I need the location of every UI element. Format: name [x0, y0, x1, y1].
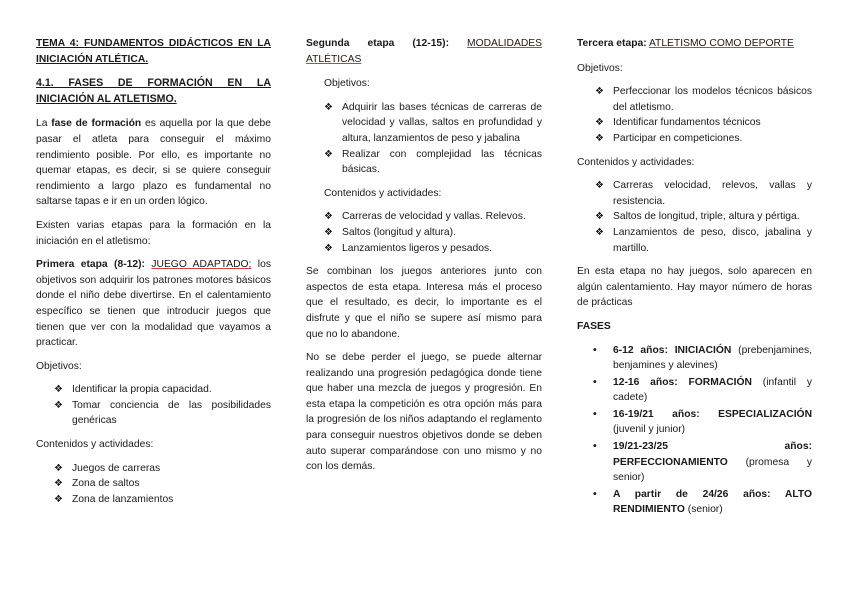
contents-list [306, 209, 542, 256]
list-item-text: Identificar la propia capacidad. [72, 384, 212, 396]
phase-item [577, 343, 812, 374]
list-item [306, 209, 542, 225]
phase-name: 12-16 años: FORMACIÓN [613, 376, 752, 388]
phase-detail: (infantil y cadete) [613, 376, 812, 404]
contents-list [36, 461, 271, 508]
intro-lead: La [36, 118, 52, 130]
list-item-text: Saltos (longitud y altura). [342, 226, 456, 238]
diamond-bullet-icon: ❖ [324, 101, 333, 113]
list-item-text: Saltos de longitud, triple, altura y pértiga. [613, 211, 800, 223]
list-item [36, 382, 271, 398]
contents-label: Contenidos y actividades: [324, 187, 442, 199]
phase-detail: (promesa y senior) [613, 456, 812, 484]
phase-item [577, 439, 812, 486]
stage2-label: Segunda etapa (12-15): [306, 38, 450, 49]
diamond-bullet-icon: ❖ [54, 462, 63, 474]
list-item-text: Lanzamientos ligeros y pesados. [342, 242, 492, 254]
list-item [306, 225, 542, 241]
diamond-bullet-icon: ❖ [324, 242, 333, 254]
stage2-name: MODALIDADES ATLÉTICAS [306, 38, 542, 65]
bullet-icon: • [593, 344, 597, 356]
diamond-bullet-icon: ❖ [595, 132, 604, 144]
list-item-text: Identificar fundamentos técnicos [613, 117, 761, 129]
column-1 [36, 36, 271, 515]
diamond-bullet-icon: ❖ [54, 399, 63, 411]
list-item-text: Juegos de carreras [72, 462, 161, 474]
diamond-bullet-icon: ❖ [595, 226, 604, 238]
phases-list [577, 343, 812, 519]
list-item-text: Tomar conciencia de las posibilidades genéricas [72, 399, 271, 427]
phases-title: FASES [577, 320, 611, 332]
list-item [577, 225, 812, 256]
diamond-bullet-icon: ❖ [54, 493, 63, 505]
diamond-bullet-icon: ❖ [324, 211, 333, 223]
phase-item [577, 487, 812, 518]
diamond-bullet-icon: ❖ [324, 226, 333, 238]
list-item-text: Perfeccionar los modelos técnicos básicos del atletismo. [613, 86, 812, 113]
page-title: TEMA 4: FUNDAMENTOS DIDÁCTICOS EN LA INICIACIÓN ATLÉTICA. [36, 38, 271, 65]
contents-label: Contenidos y actividades: [36, 439, 154, 451]
list-item-text: Adquirir las bases técnicas de carreras de velocidad y vallas, saltos en profundidad y altura, lanzamientos de peso y jabalina [342, 101, 542, 144]
progression-paragraph: No se debe perder el juego, se puede alternar realizando una progresión pedagógica donde tiene que haber una mezcla de juegos y progresión. En esta etapa la competición es otra opción más para la progresión de los niños adaptando el reglamento para conseguir nuestros objetivos donde se deben auto superar comparándose con uno mismo y no con los demás. [306, 352, 542, 473]
column-2 [306, 36, 542, 483]
list-item-text: Participar en competiciones. [613, 132, 743, 144]
stage3-name: ATLETISMO COMO DEPORTE [648, 38, 794, 49]
list-item [577, 115, 812, 131]
stage3-label: Tercera etapa: [577, 38, 647, 49]
diamond-bullet-icon: ❖ [595, 117, 604, 129]
phase-name: 19/21-23/25 años: PERFECCIONAMIENTO [613, 441, 812, 468]
intro-paragraph [36, 116, 271, 210]
phase-name: 6-12 años: INICIACIÓN [613, 344, 732, 356]
list-item-text: Carreras de velocidad y vallas. Relevos. [342, 211, 526, 223]
phase-name: 16-19/21 años: ESPECIALIZACIÓN [613, 408, 812, 420]
diamond-bullet-icon: ❖ [595, 211, 604, 223]
list-item [577, 84, 812, 115]
list-item-text: Zona de saltos [72, 478, 140, 490]
list-item [306, 241, 542, 257]
list-item [36, 461, 271, 477]
stage1-label: Primera etapa (8-12): [36, 259, 145, 271]
diamond-bullet-icon: ❖ [595, 180, 604, 192]
bullet-icon: • [593, 441, 597, 453]
stage1-paragraph [36, 257, 271, 351]
list-item [577, 209, 812, 225]
phase-detail: (prebenjamines, benjamines y alevines) [613, 344, 812, 372]
bullet-icon: • [593, 376, 597, 388]
contents-label: Contenidos y actividades: [577, 156, 695, 168]
stage3-heading [577, 36, 812, 52]
stage3-paragraph: En esta etapa no hay juegos, solo aparecen en algún calentamiento. Hay mayor número de horas de prácticas [577, 266, 812, 309]
diamond-bullet-icon: ❖ [54, 478, 63, 490]
list-item [306, 100, 542, 147]
phase-item [577, 375, 812, 406]
objectives-list [36, 382, 271, 429]
phase-detail: (senior) [684, 504, 723, 516]
diamond-bullet-icon: ❖ [324, 148, 333, 160]
list-item [306, 147, 542, 178]
stage1-text: los objetivos son adquirir los patrones motores básicos donde el niño debe divertirse. En el calentamiento específico se tienen que introducir juegos que tienen que ver con la modalidad que vayamos a practicar. [36, 259, 271, 349]
contents-list [577, 178, 812, 256]
stage2-heading [306, 36, 542, 67]
phase-name: A partir de 24/26 años: ALTO RENDIMIENTO [613, 488, 812, 516]
stages-intro: Existen varias etapas para la formación en la iniciación en el atletismo: [36, 219, 271, 247]
objectives-list [577, 84, 812, 146]
section-heading: 4.1. FASES DE FORMACIÓN EN LA INICIACIÓN AL ATLETISMO. [36, 77, 271, 105]
diamond-bullet-icon: ❖ [54, 384, 63, 396]
list-item [577, 131, 812, 147]
list-item-text: Lanzamientos de peso, disco, jabalina y martillo. [613, 226, 812, 254]
combination-paragraph: Se combinan los juegos anteriores junto con aspectos de esta etapa. Interesa más el proceso que el resultado, es decir, lo importante es el disfrute y que el niño se supere así mismo para que no lo abandone. [306, 266, 542, 340]
diamond-bullet-icon: ❖ [595, 86, 604, 98]
phase-detail: (juvenil y junior) [613, 424, 686, 436]
list-item-text: Realizar con complejidad las técnicas básicas. [342, 148, 542, 176]
bullet-icon: • [593, 408, 597, 420]
list-item-text: Zona de lanzamientos [72, 493, 174, 505]
intro-bold-term: fase de formación [51, 118, 142, 130]
objectives-list [306, 100, 542, 178]
phase-item [577, 407, 812, 438]
stage1-name: JUEGO ADAPTADO; [151, 259, 252, 271]
bullet-icon: • [593, 488, 597, 500]
list-item [36, 476, 271, 492]
objectives-label: Objetivos: [324, 78, 370, 90]
list-item [36, 492, 271, 508]
list-item [577, 178, 812, 209]
list-item [36, 398, 271, 429]
column-3 [577, 36, 812, 519]
objectives-label: Objetivos: [36, 360, 82, 372]
objectives-label: Objetivos: [577, 62, 623, 74]
intro-rest: es aquella por la que debe pasar el atleta para conseguir el máximo rendimiento posible. Por ello, es importante no quemar etapas, es decir, si se quiere conseguir rendimiento a largo plazo es fundamental no saltarse tapas e ir en un orden lógico. [36, 118, 272, 208]
list-item-text: Carreras velocidad, relevos, vallas y resistencia. [613, 180, 812, 207]
